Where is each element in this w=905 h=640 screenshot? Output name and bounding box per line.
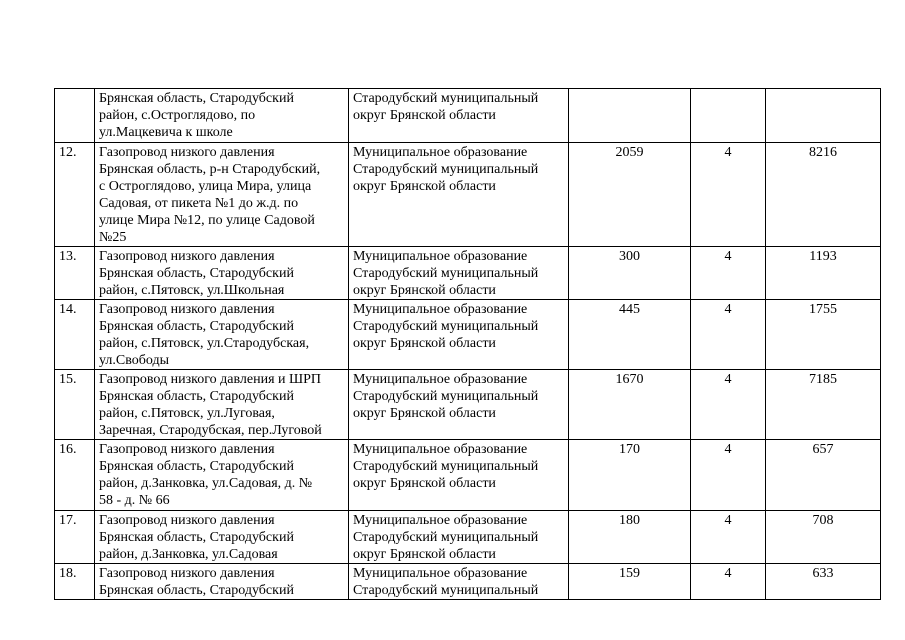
value-cell: 1193 (766, 247, 881, 300)
owner-cell (349, 370, 569, 440)
owner-cell (349, 247, 569, 300)
row-number: 13. (55, 247, 95, 300)
value-cell (766, 89, 881, 143)
value-cell: 8216 (766, 143, 881, 247)
value-cell: 1755 (766, 300, 881, 370)
object-name-cell (95, 89, 349, 143)
owner-line: Муниципальное образование (353, 302, 528, 317)
object-name-line: Брянская область, Стародубский (99, 389, 294, 404)
object-name-line: район, с.Пятовск, ул.Луговая, (99, 406, 275, 421)
owner-line: Стародубский муниципальный (353, 583, 539, 598)
diameter-cell: 4 (691, 300, 766, 370)
object-name-line: улице Мира №12, по улице Садовой (99, 213, 315, 228)
owner-line: Стародубский муниципальный (353, 91, 539, 106)
owner-cell (349, 300, 569, 370)
object-name-line: Газопровод низкого давления (99, 566, 275, 581)
diameter-cell: 4 (691, 511, 766, 564)
owner-cell (349, 564, 569, 600)
table-row (55, 370, 881, 440)
length-cell: 445 (569, 300, 691, 370)
owner-line: Стародубский муниципальный (353, 530, 539, 545)
object-name-cell (95, 511, 349, 564)
object-name-line: Брянская область, Стародубский (99, 583, 294, 598)
owner-line: Стародубский муниципальный (353, 389, 539, 404)
owner-cell (349, 511, 569, 564)
row-number: 16. (55, 440, 95, 511)
owner-line: округ Брянской области (353, 476, 496, 491)
owner-line: Стародубский муниципальный (353, 162, 539, 177)
table-row (55, 511, 881, 564)
object-name-line: район, д.Занковка, ул.Садовая, д. № (99, 476, 313, 491)
owner-line: округ Брянской области (353, 547, 496, 562)
object-name-line: Брянская область, Стародубский (99, 319, 294, 334)
row-number: 14. (55, 300, 95, 370)
gas-pipeline-table (54, 88, 881, 600)
row-number: 12. (55, 143, 95, 247)
owner-line: округ Брянской области (353, 283, 496, 298)
value-cell: 657 (766, 440, 881, 511)
owner-line: Муниципальное образование (353, 372, 528, 387)
diameter-cell: 4 (691, 564, 766, 600)
table-row (55, 564, 881, 600)
diameter-cell: 4 (691, 440, 766, 511)
object-name-line: Газопровод низкого давления (99, 442, 275, 457)
owner-line: округ Брянской области (353, 336, 496, 351)
table-row (55, 440, 881, 511)
object-name-cell (95, 564, 349, 600)
owner-line: округ Брянской области (353, 108, 496, 123)
object-name-line: ул.Свободы (99, 353, 169, 368)
table-row (55, 247, 881, 300)
value-cell: 708 (766, 511, 881, 564)
owner-line: округ Брянской области (353, 406, 496, 421)
owner-line: Стародубский муниципальный (353, 266, 539, 281)
owner-line: округ Брянской области (353, 179, 496, 194)
row-number: 18. (55, 564, 95, 600)
object-name-cell (95, 247, 349, 300)
diameter-cell: 4 (691, 143, 766, 247)
object-name-line: район, с.Пятовск, ул.Стародубская, (99, 336, 310, 351)
object-name-line: район, с.Остроглядово, по (99, 108, 256, 123)
owner-line: Муниципальное образование (353, 249, 528, 264)
object-name-line: Садовая, от пикета №1 до ж.д. по (99, 196, 299, 211)
object-name-line: Газопровод низкого давления (99, 513, 275, 528)
owner-line: Муниципальное образование (353, 513, 528, 528)
row-number: 15. (55, 370, 95, 440)
owner-cell (349, 440, 569, 511)
object-name-cell (95, 300, 349, 370)
owner-cell (349, 143, 569, 247)
object-name-line: Брянская область, Стародубский (99, 530, 294, 545)
object-name-line: район, с.Пятовск, ул.Школьная (99, 283, 285, 298)
object-name-line: Газопровод низкого давления (99, 249, 275, 264)
object-name-line: 58 - д. № 66 (99, 493, 170, 508)
owner-line: Муниципальное образование (353, 566, 528, 581)
owner-line: Стародубский муниципальный (353, 319, 539, 334)
diameter-cell: 4 (691, 247, 766, 300)
diameter-cell (691, 89, 766, 143)
table-row (55, 143, 881, 247)
owner-line: Стародубский муниципальный (353, 459, 539, 474)
row-number (55, 89, 95, 143)
length-cell: 170 (569, 440, 691, 511)
length-cell (569, 89, 691, 143)
object-name-line: Брянская область, Стародубский (99, 459, 294, 474)
length-cell: 180 (569, 511, 691, 564)
object-name-cell (95, 143, 349, 247)
object-name-line: Газопровод низкого давления (99, 302, 275, 317)
owner-line: Муниципальное образование (353, 442, 528, 457)
owner-line: Муниципальное образование (353, 145, 528, 160)
object-name-line: ул.Мацкевича к школе (99, 125, 233, 140)
row-number: 17. (55, 511, 95, 564)
value-cell: 7185 (766, 370, 881, 440)
diameter-cell: 4 (691, 370, 766, 440)
length-cell: 300 (569, 247, 691, 300)
object-name-line: Заречная, Стародубская, пер.Луговой (99, 423, 322, 438)
object-name-line: Газопровод низкого давления и ШРП (99, 372, 322, 387)
table-row (55, 300, 881, 370)
length-cell: 159 (569, 564, 691, 600)
object-name-line: Брянская область, Стародубский (99, 91, 294, 106)
table-row (55, 89, 881, 143)
owner-cell (349, 89, 569, 143)
value-cell: 633 (766, 564, 881, 600)
object-name-cell (95, 370, 349, 440)
object-name-line: Газопровод низкого давления (99, 145, 275, 160)
length-cell: 2059 (569, 143, 691, 247)
object-name-cell (95, 440, 349, 511)
object-name-line: с Остроглядово, улица Мира, улица (99, 179, 312, 194)
object-name-line: Брянская область, Стародубский (99, 266, 294, 281)
object-name-line: №25 (99, 230, 127, 245)
length-cell: 1670 (569, 370, 691, 440)
object-name-line: район, д.Занковка, ул.Садовая (99, 547, 278, 562)
object-name-line: Брянская область, р-н Стародубский, (99, 162, 321, 177)
